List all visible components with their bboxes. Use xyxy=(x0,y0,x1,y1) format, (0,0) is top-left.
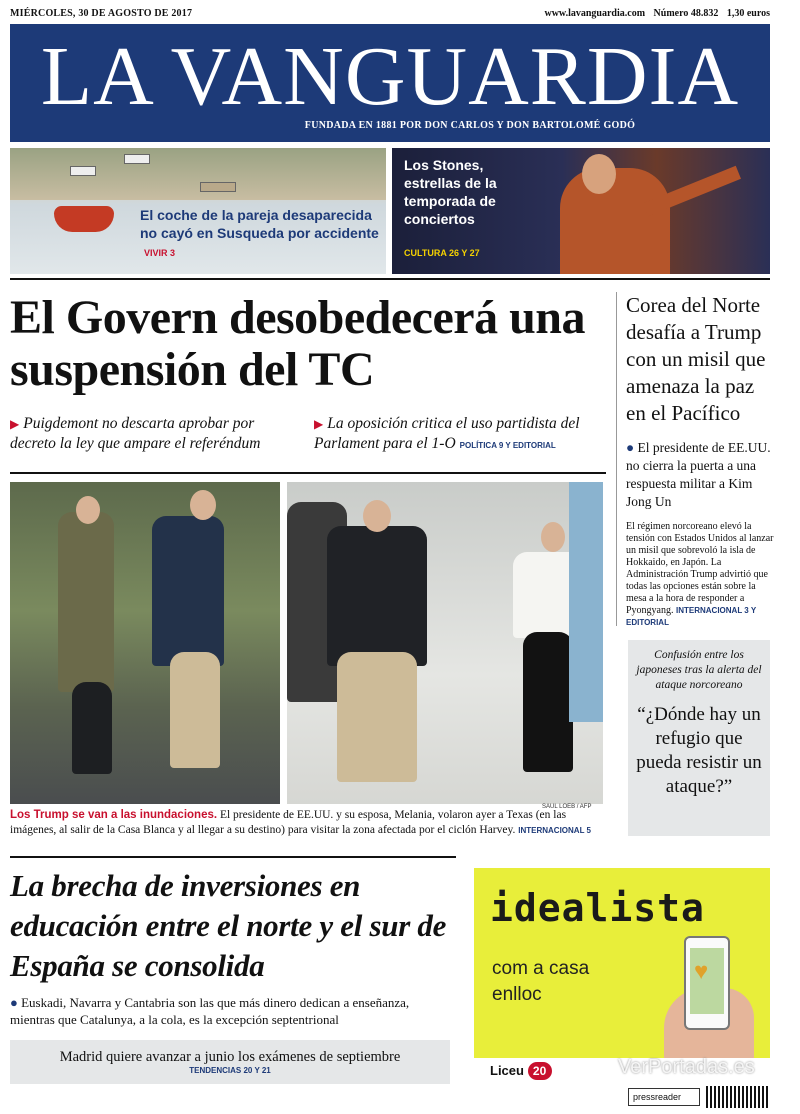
teaser-section-tag: VIVIR 3 xyxy=(144,248,176,258)
korea-article[interactable] xyxy=(626,292,776,629)
education-bullet xyxy=(10,994,456,1028)
madrid-text: Madrid quiere avanzar a junio los exámenes de septiembre xyxy=(59,1049,401,1065)
korea-bullet-text: El presidente de EE.UU. no cierra la puerta a una respuesta militar a Kim Jong Un xyxy=(626,440,771,509)
subhead-text: Puigdemont no descarta aprobar por decreto la ley que ampare el referéndum xyxy=(10,415,261,452)
madrid-teaser[interactable] xyxy=(10,1040,450,1084)
person-shape xyxy=(327,526,427,666)
car-shape xyxy=(124,154,150,164)
triangle-bullet-icon: ▶ xyxy=(10,417,20,431)
bullet-dot-icon: ● xyxy=(10,995,22,1010)
issue-date: MIÉRCOLES, 30 DE AGOSTO DE 2017 xyxy=(10,8,193,19)
face-shape xyxy=(541,522,565,552)
subhead-text: La oposición critica el uso partidista del Parlament para el 1-O xyxy=(314,415,580,452)
photo-credit: SAUL LOEB / AFP xyxy=(542,804,592,810)
person-shape xyxy=(152,516,224,666)
person-shape xyxy=(337,652,417,782)
quote-box[interactable] xyxy=(628,640,770,836)
main-subhead-1 xyxy=(10,414,302,454)
section-tag: POLÍTICA 9 Y EDITORIAL xyxy=(459,441,556,450)
person-shape xyxy=(170,652,220,768)
watermark: VerPortadas.es xyxy=(618,1056,755,1078)
website-link[interactable]: www.lavanguardia.com xyxy=(544,8,646,19)
phone-icon xyxy=(684,936,730,1030)
teaser-headline: Los Stones, estrellas de la temporada de conciertos xyxy=(404,157,497,227)
quote-intro: Confusión entre los japoneses tras la alerta del ataque norcoreano xyxy=(636,649,762,691)
liceu-badge: 20 xyxy=(528,1062,552,1080)
teaser-text xyxy=(140,206,380,262)
bullet-dot-icon: ● xyxy=(626,440,638,455)
vehicle-shape xyxy=(200,182,236,192)
wall-shape xyxy=(569,482,603,722)
newspaper-logo: LA VANGUARDIA xyxy=(40,30,740,123)
issue-info xyxy=(538,8,770,19)
korea-body-text: El régimen norcoreano elevó la tensión con Estados Unidos al lanzar un misil que sobrevoló la isla de Hokkaido, en Japón. La Administración Trump advirtió que todas las opciones están sobre la mesa a la hora de responder a Pyongyang. xyxy=(626,521,774,616)
main-subhead-2 xyxy=(314,414,606,456)
teaser-susqueda[interactable] xyxy=(10,148,386,274)
person-shape xyxy=(523,632,573,772)
masthead xyxy=(10,24,770,142)
rescue-boat-shape xyxy=(54,206,114,232)
quote-text: “¿Dónde hay un refugio que pueda resistir un ataque?” xyxy=(636,704,762,797)
divider xyxy=(10,856,456,858)
section-tag: TENDENCIAS 20 Y 21 xyxy=(189,1066,271,1075)
car-shape xyxy=(70,166,96,176)
founded-line: FUNDADA EN 1881 POR DON CARLOS Y DON BARTOLOMÉ GODÓ xyxy=(304,120,636,131)
korea-bullet xyxy=(626,439,776,511)
idealista-ad[interactable] xyxy=(474,868,770,1058)
section-tag: INTERNACIONAL 5 xyxy=(518,826,591,835)
divider xyxy=(10,278,770,280)
ad-slogan xyxy=(492,956,589,1008)
education-headline[interactable]: La brecha de inversiones en educación entre el norte y el sur de España se consolida xyxy=(10,868,447,983)
column-divider xyxy=(616,292,617,626)
caption-body: El presidente de EE.UU. y su esposa, Melania, volaron ayer a Texas (en las imágenes, al salir de la Casa Blanca y al llegar a su destino) para visitar la zona afectada por el ciclón Harvey. xyxy=(10,809,567,836)
divider xyxy=(10,472,606,474)
issue-number: Número 48.832 xyxy=(653,8,719,19)
teaser-headline: El coche de la pareja desaparecida no cayó en Susqueda por accidente xyxy=(140,207,379,241)
korea-headline: Corea del Norte desafía a Trump con un misil que amenaza la paz en el Pacífico xyxy=(626,293,766,425)
korea-body xyxy=(626,521,776,629)
pressreader-logo[interactable]: pressreader xyxy=(628,1088,700,1106)
section-tag: INTERNACIONAL 3 Y EDITORIAL xyxy=(626,606,757,627)
issue-price: 1,30 euros xyxy=(726,8,770,19)
photo-white-house xyxy=(10,482,280,804)
main-headline[interactable]: El Govern desobedecerá una suspensión del TC xyxy=(10,291,585,396)
teaser-stones[interactable] xyxy=(392,148,770,274)
photo-texas-arrival xyxy=(287,482,603,804)
person-shape xyxy=(58,512,114,692)
barcode xyxy=(706,1086,770,1108)
ad-brand: idealista xyxy=(490,886,705,930)
ad-slogan-line: enlloc xyxy=(492,984,542,1005)
caption-lead: Los Trump se van a las inundaciones. xyxy=(10,809,218,821)
liceu-label: Liceu xyxy=(490,1063,524,1078)
person-shape xyxy=(72,682,112,774)
liceu-promo[interactable] xyxy=(490,1062,552,1080)
face-shape xyxy=(76,496,100,524)
face-shape xyxy=(363,500,391,532)
teaser-section-tag: CULTURA 26 Y 27 xyxy=(404,248,480,258)
face-shape xyxy=(190,490,216,520)
ad-slogan-line: com a casa xyxy=(492,958,590,979)
education-bullet-text: Euskadi, Navarra y Cantabria son las que más dinero dedican a enseñanza, mientras que Catalunya, a la cola, es la excepción septentrional xyxy=(10,995,410,1027)
singer-head-shape xyxy=(582,154,616,194)
singer-body-shape xyxy=(560,168,670,274)
teaser-photo-landscape xyxy=(10,148,386,200)
photo-caption xyxy=(10,808,606,838)
heart-icon: ♥ xyxy=(694,959,709,985)
top-info-line xyxy=(10,8,770,22)
triangle-bullet-icon: ▶ xyxy=(314,417,324,431)
